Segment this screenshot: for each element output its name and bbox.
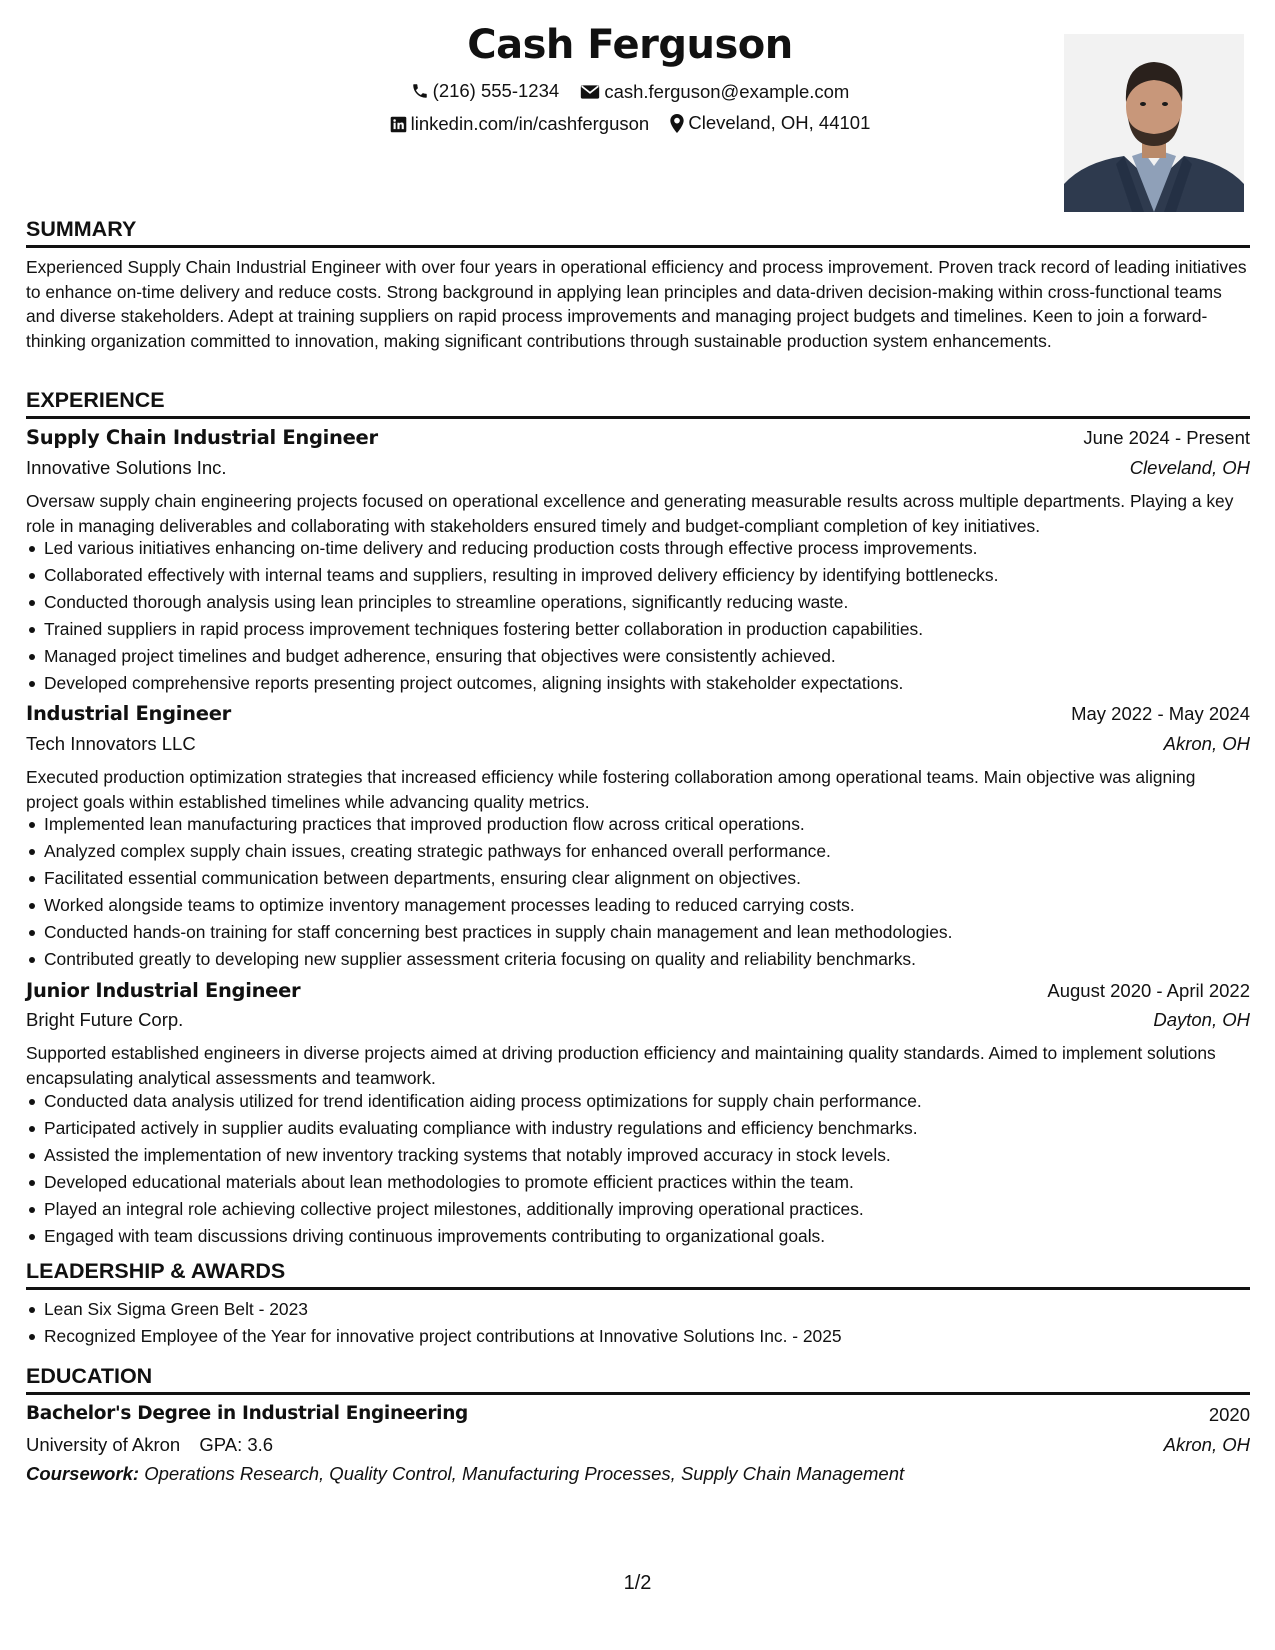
list-item: Assisted the implementation of new inventory tracking systems that notably improved accuracy in stock levels. [26, 1142, 1250, 1169]
list-item: Worked alongside teams to optimize inventory management processes leading to reduced carrying costs. [26, 892, 1250, 919]
list-item: Analyzed complex supply chain issues, creating strategic pathways for enhanced overall performance. [26, 838, 1250, 865]
list-item: Collaborated effectively with internal teams and suppliers, resulting in improved delivery efficiency by identifying bottlenecks. [26, 562, 1250, 589]
list-item: Developed comprehensive reports presenting project outcomes, aligning insights with stakeholder expectations. [26, 670, 1250, 697]
job-description: Supported established engineers in diverse projects aimed at driving production efficiency and maintaining quality standards. Aimed to implement solutions encapsulating analytical assessments and teamwork. [26, 1043, 1216, 1088]
school-line [26, 1434, 273, 1456]
list-item: Participated actively in supplier audits evaluating compliance with industry regulations and efficiency benchmarks. [26, 1115, 1250, 1142]
list-item: Conducted data analysis utilized for trend identification aiding process optimizations for supply chain performance. [26, 1088, 1250, 1115]
list-item: Conducted hands-on training for staff concerning best practices in supply chain management and lean methodologies. [26, 919, 1250, 946]
job-description: Executed production optimization strategies that increased efficiency while fostering collaboration among operational teams. Main objective was aligning project goals within established timelines while advancing quality metrics. [26, 767, 1196, 812]
leadership-list [26, 1296, 1250, 1350]
list-item: Facilitated essential communication between departments, ensuring clear alignment on objectives. [26, 865, 1250, 892]
list-item: Lean Six Sigma Green Belt - 2023 [26, 1296, 1250, 1323]
job-dates: June 2024 - Present [1083, 427, 1250, 448]
gpa: GPA: 3.6 [199, 1434, 274, 1455]
linkedin-link[interactable]: linkedin.com/in/cashferguson [410, 113, 650, 134]
list-item: Engaged with team discussions driving continuous improvements contributing to organizational goals. [26, 1223, 1250, 1250]
phone-icon [411, 82, 429, 100]
job-company: Bright Future Corp. [26, 1009, 184, 1030]
job-title: Industrial Engineer [26, 702, 231, 725]
experience-divider [26, 416, 1250, 419]
linkedin-item [390, 113, 650, 135]
school-name: University of Akron [26, 1434, 181, 1455]
coursework-label: Coursework: [26, 1463, 140, 1484]
job-dates: August 2020 - April 2022 [1047, 980, 1250, 1001]
envelope-icon [580, 84, 600, 100]
job-dates: May 2022 - May 2024 [1071, 703, 1250, 724]
list-item: Conducted thorough analysis using lean principles to streamline operations, significantly reducing waste. [26, 589, 1250, 616]
summary-heading: SUMMARY [26, 217, 137, 241]
education-divider [26, 1392, 1250, 1395]
experience-heading: EXPERIENCE [26, 388, 165, 412]
list-item: Recognized Employee of the Year for innovative project contributions at Innovative Solutions Inc. - 2025 [26, 1323, 1250, 1350]
job-title: Supply Chain Industrial Engineer [26, 426, 378, 449]
job-company: Tech Innovators LLC [26, 733, 196, 754]
job-bullets [26, 535, 1250, 696]
coursework-line [26, 1463, 904, 1485]
profile-photo [1064, 34, 1244, 212]
list-item: Contributed greatly to developing new supplier assessment criteria focusing on quality and reliability benchmarks. [26, 946, 1250, 973]
email-item [580, 81, 849, 103]
candidate-name: Cash Ferguson [467, 22, 793, 68]
school-location: Akron, OH [1163, 1434, 1250, 1455]
email-link[interactable]: cash.ferguson@example.com [604, 81, 850, 102]
list-item: Developed educational materials about lean methodologies to promote efficient practices within the team. [26, 1169, 1250, 1196]
job-bullets [26, 1088, 1250, 1249]
phone-number: (216) 555-1234 [432, 80, 560, 101]
location-text: Cleveland, OH, 44101 [688, 112, 871, 133]
list-item: Played an integral role achieving collective project milestones, additionally improving operational practices. [26, 1196, 1250, 1223]
page-number: 1/2 [623, 1572, 652, 1594]
list-item: Implemented lean manufacturing practices that improved production flow across critical operations. [26, 811, 1250, 838]
summary-divider [26, 245, 1250, 248]
job-location: Cleveland, OH [1129, 457, 1250, 478]
list-item: Trained suppliers in rapid process improvement techniques fostering better collaboration in production capabilities. [26, 616, 1250, 643]
coursework-text: Operations Research, Quality Control, Manufacturing Processes, Supply Chain Management [144, 1463, 905, 1484]
summary-text: Experienced Supply Chain Industrial Engineer with over four years in operational efficiency and process improvement. Proven track record of leading initiatives to enhance on-time delivery and reduce costs. Strong background in applying lean principles and data-driven decision-making within cross-functional teams and diverse stakeholders. Adept at training suppliers on rapid process improvements and managing project budgets and timelines. Keen to join a forward-thinking organization committed to innovation, making significant contributions through sustainable production system enhancements. [26, 257, 1247, 352]
map-pin-icon [670, 114, 684, 133]
job-description: Oversaw supply chain engineering projects focused on operational excellence and generating measurable results across multiple departments. Playing a key role in managing deliverables and collaborating with stakeholders ensured timely and budget-compliant completion of key initiatives. [26, 491, 1234, 536]
education-heading: EDUCATION [26, 1364, 153, 1388]
list-item: Led various initiatives enhancing on-time delivery and reducing production costs through effective process improvements. [26, 535, 1250, 562]
job-title: Junior Industrial Engineer [26, 979, 301, 1002]
job-location: Akron, OH [1163, 733, 1250, 754]
linkedin-icon [390, 116, 407, 133]
job-company: Innovative Solutions Inc. [26, 457, 227, 478]
job-bullets [26, 811, 1250, 972]
job-location: Dayton, OH [1153, 1009, 1250, 1030]
leadership-heading: LEADERSHIP & AWARDS [26, 1259, 286, 1283]
location-item [670, 112, 870, 134]
degree-title: Bachelor's Degree in Industrial Engineering [26, 1403, 469, 1424]
phone-item [411, 80, 560, 102]
leadership-divider [26, 1287, 1250, 1290]
list-item: Managed project timelines and budget adherence, ensuring that objectives were consistently achieved. [26, 643, 1250, 670]
graduation-year: 2020 [1208, 1404, 1250, 1425]
